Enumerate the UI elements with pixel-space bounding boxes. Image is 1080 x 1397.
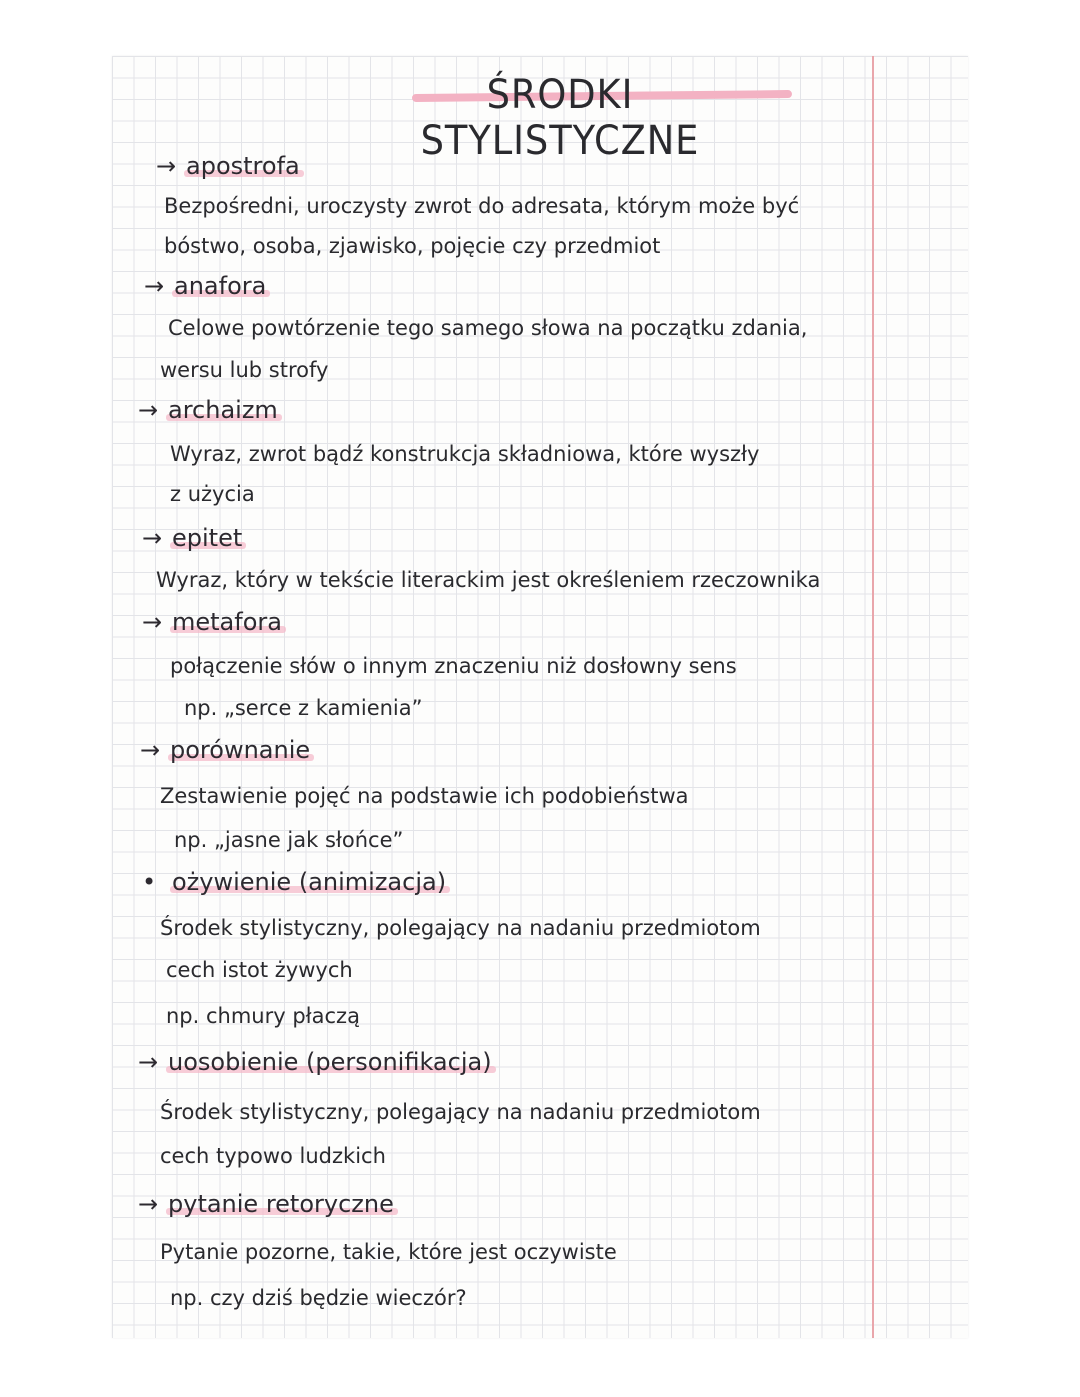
arrow-icon: → [138, 1048, 159, 1076]
term-label: apostrofa [186, 152, 300, 180]
arrow-icon: → [156, 152, 177, 180]
page-title: ŚRODKI STYLISTYCZNE [420, 72, 700, 164]
arrow-icon: → [140, 736, 161, 764]
term-label: metafora [172, 608, 282, 636]
term-epitet [142, 524, 242, 552]
definition-line: bóstwo, osoba, zjawisko, pojęcie czy przedmiot [164, 234, 661, 258]
definition-line: Środek stylistyczny, polegający na nadaniu przedmiotom [160, 1100, 761, 1124]
arrow-icon: → [142, 608, 163, 636]
term-label: ożywienie (animizacja) [172, 868, 447, 896]
definition-line: Pytanie pozorne, takie, które jest oczywiste [160, 1240, 617, 1264]
bullet-icon: • [142, 868, 157, 896]
arrow-icon: → [138, 1190, 159, 1218]
term-label: archaizm [168, 396, 278, 424]
term-label: uosobienie (personifikacja) [168, 1048, 492, 1076]
term-archaizm [138, 396, 278, 424]
definition-line: połączenie słów o innym znaczeniu niż dosłowny sens [170, 654, 737, 678]
term-label: porównanie [170, 736, 311, 764]
definition-line: cech istot żywych [166, 958, 353, 982]
definition-line: Bezpośredni, uroczysty zwrot do adresata, którym może być [164, 194, 800, 218]
definition-line: Środek stylistyczny, polegający na nadaniu przedmiotom [160, 916, 761, 940]
example-line: np. „jasne jak słońce” [174, 828, 404, 852]
term-apostrofa [156, 152, 300, 180]
term-porownanie [140, 736, 310, 764]
term-uosobienie [138, 1048, 492, 1076]
arrow-icon: → [138, 396, 159, 424]
definition-line: Wyraz, zwrot bądź konstrukcja składniowa, które wyszły [170, 442, 760, 466]
example-line: np. „serce z kamienia” [184, 696, 423, 720]
margin-line [872, 56, 874, 1338]
definition-line: Wyraz, który w tekście literackim jest określeniem rzeczownika [156, 568, 821, 592]
term-anafora [144, 272, 266, 300]
definition-line: wersu lub strofy [160, 358, 329, 382]
arrow-icon: → [144, 272, 165, 300]
term-label: anafora [174, 272, 267, 300]
example-line: np. czy dziś będzie wieczór? [170, 1286, 467, 1310]
grid-paper-sheet [112, 56, 968, 1338]
term-pytanie-retoryczne [138, 1190, 394, 1218]
arrow-icon: → [142, 524, 163, 552]
definition-line: z użycia [170, 482, 255, 506]
term-metafora [142, 608, 282, 636]
definition-line: cech typowo ludzkich [160, 1144, 386, 1168]
example-line: np. chmury płaczą [166, 1004, 360, 1028]
term-ozywienie [142, 868, 446, 896]
term-label: epitet [172, 524, 243, 552]
definition-line: Zestawienie pojęć na podstawie ich podobieństwa [160, 784, 689, 808]
definition-line: Celowe powtórzenie tego samego słowa na początku zdania, [168, 316, 808, 340]
term-label: pytanie retoryczne [168, 1190, 394, 1218]
